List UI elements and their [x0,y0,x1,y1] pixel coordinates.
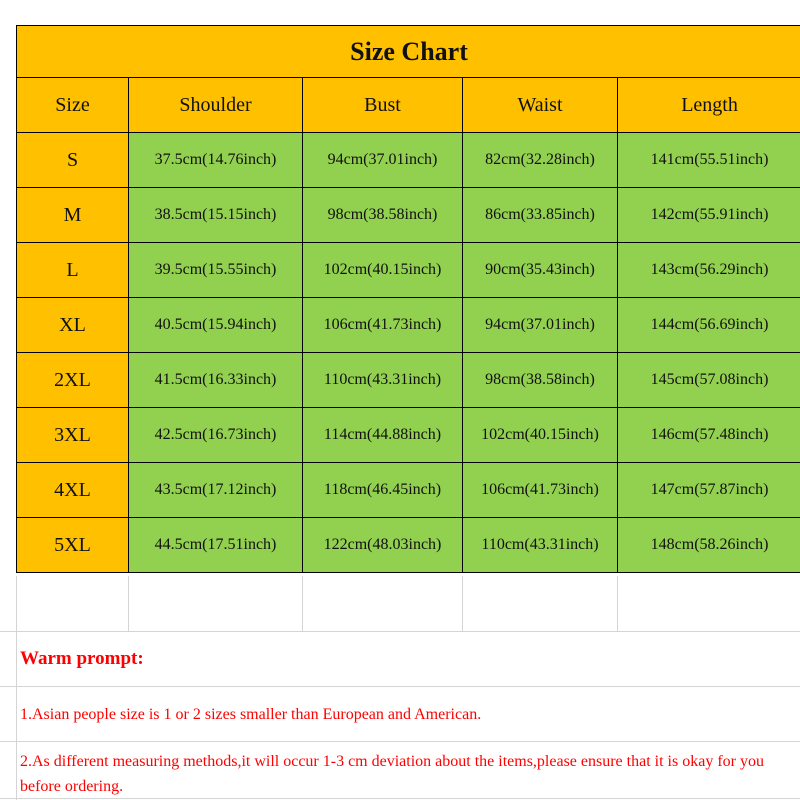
column-header: Bust [303,78,463,133]
size-chart-table [16,25,800,573]
measurement-cell: 41.5cm(16.33inch) [129,353,303,408]
table-row [17,353,800,408]
warm-prompt-title: Warm prompt: [20,648,144,669]
measurement-cell: 118cm(46.45inch) [303,463,463,518]
size-label-cell: L [17,243,129,298]
size-rows [17,133,800,573]
measurement-cell: 110cm(43.31inch) [303,353,463,408]
size-label-cell: 3XL [17,408,129,463]
measurement-cell: 106cm(41.73inch) [463,463,618,518]
measurement-cell: 147cm(57.87inch) [618,463,800,518]
measurement-cell: 110cm(43.31inch) [463,518,618,573]
measurement-cell: 146cm(57.48inch) [618,408,800,463]
table-row [17,133,800,188]
measurement-cell: 114cm(44.88inch) [303,408,463,463]
size-label-cell: XL [17,298,129,353]
measurement-cell: 86cm(33.85inch) [463,188,618,243]
chart-title: Size Chart [17,26,800,78]
measurement-cell: 141cm(55.51inch) [618,133,800,188]
measurement-cell: 98cm(38.58inch) [463,353,618,408]
measurement-cell: 44.5cm(17.51inch) [129,518,303,573]
size-label-cell: 4XL [17,463,129,518]
column-header: Size [17,78,129,133]
table-row [17,298,800,353]
table-row [17,463,800,518]
measurement-cell: 102cm(40.15inch) [303,243,463,298]
measurement-cell: 106cm(41.73inch) [303,298,463,353]
measurement-cell: 38.5cm(15.15inch) [129,188,303,243]
prompt-note-2: 2.As different measuring methods,it will occur 1-3 cm deviation about the items,please ensure that it is okay for you before ordering. [20,753,764,795]
measurement-cell: 98cm(38.58inch) [303,188,463,243]
table-row [17,518,800,573]
measurement-cell: 94cm(37.01inch) [303,133,463,188]
measurement-cell: 40.5cm(15.94inch) [129,298,303,353]
measurement-cell: 39.5cm(15.55inch) [129,243,303,298]
table-row [17,408,800,463]
size-label-cell: S [17,133,129,188]
measurement-cell: 102cm(40.15inch) [463,408,618,463]
measurement-cell: 37.5cm(14.76inch) [129,133,303,188]
column-header: Waist [463,78,618,133]
table-row [17,243,800,298]
measurement-cell: 82cm(32.28inch) [463,133,618,188]
column-header: Length [618,78,800,133]
measurement-cell: 143cm(56.29inch) [618,243,800,298]
measurement-cell: 94cm(37.01inch) [463,298,618,353]
measurement-cell: 43.5cm(17.12inch) [129,463,303,518]
measurement-cell: 122cm(48.03inch) [303,518,463,573]
size-label-cell: 2XL [17,353,129,408]
measurement-cell: 90cm(35.43inch) [463,243,618,298]
size-label-cell: M [17,188,129,243]
prompt-note-1: 1.Asian people size is 1 or 2 sizes smaller than European and American. [20,706,482,723]
measurement-cell: 142cm(55.91inch) [618,188,800,243]
measurement-cell: 145cm(57.08inch) [618,353,800,408]
measurement-cell: 144cm(56.69inch) [618,298,800,353]
measurement-cell: 42.5cm(16.73inch) [129,408,303,463]
measurement-cell: 148cm(58.26inch) [618,518,800,573]
column-header: Shoulder [129,78,303,133]
header-row [17,78,800,133]
table-row [17,188,800,243]
size-label-cell: 5XL [17,518,129,573]
